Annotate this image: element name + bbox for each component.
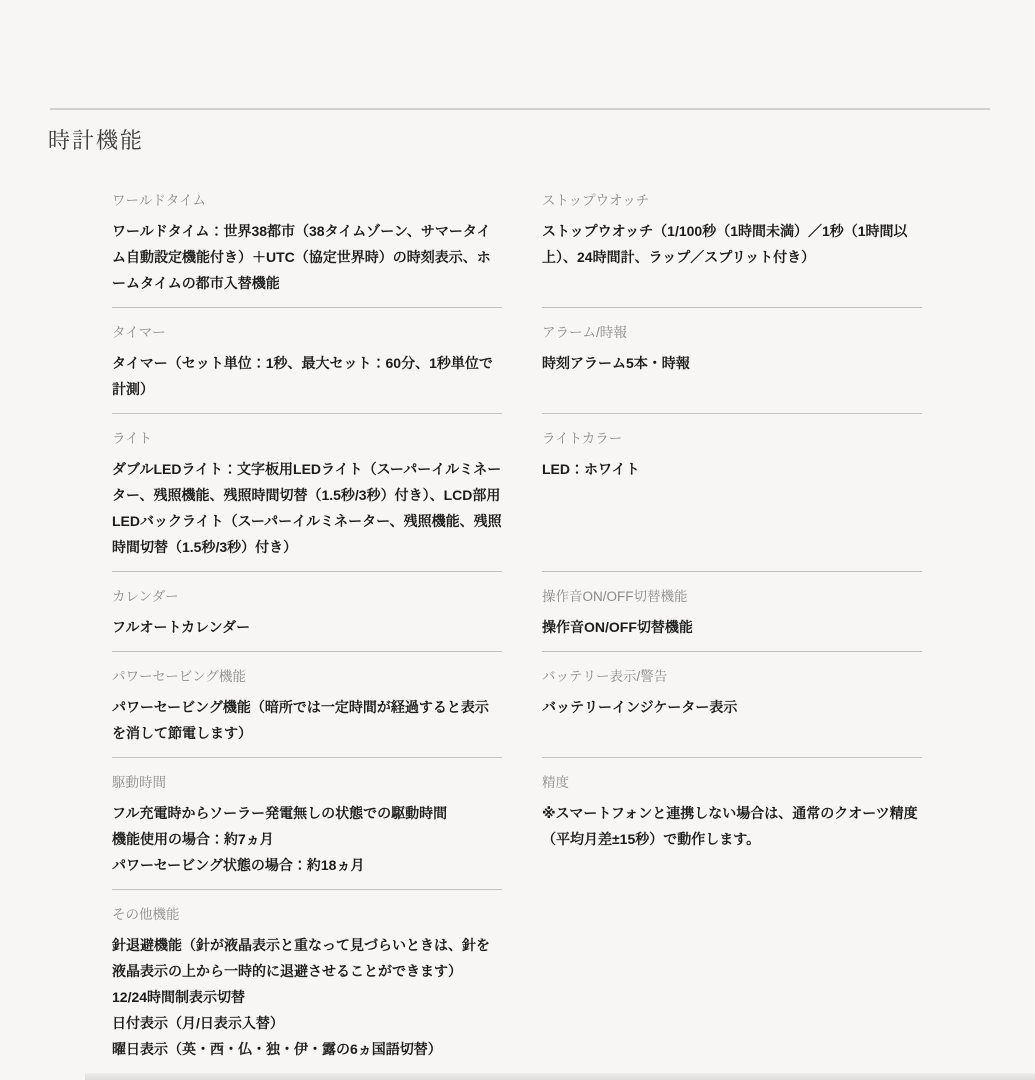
spec-label: アラーム/時報 xyxy=(542,325,627,340)
spec-cell-buttontone xyxy=(542,572,922,652)
spec-label: ストップウオッチ xyxy=(542,193,650,208)
spec-text: 12/24時間制表示切替 xyxy=(112,989,246,1005)
spec-cell-runtime xyxy=(112,758,502,890)
page-title: 時計機能 xyxy=(48,128,145,153)
spec-text: ストップウオッチ（1/100秒（1時間未満）／1秒（1時間以上）、24時間計、ラップ／スプリット付き） xyxy=(542,223,908,265)
spec-label: パワーセービング機能 xyxy=(112,669,246,684)
spec-text: タイマー（セット単位：1秒、最大セット：60分、1秒単位で計測） xyxy=(112,355,493,397)
spec-label: ライトカラー xyxy=(542,431,623,446)
spec-text: フル充電時からソーラー発電無しの状態での駆動時間 xyxy=(112,805,448,821)
spec-cell-otherfunctions xyxy=(112,890,502,1073)
spec-label: カレンダー xyxy=(112,589,179,604)
spec-cell-powersaving xyxy=(112,652,502,758)
spec-label: バッテリー表示/警告 xyxy=(542,669,668,684)
spec-cell-light xyxy=(112,414,502,572)
spec-grid xyxy=(112,176,922,1073)
spec-text: パワーセービング機能（暗所では一定時間が経過すると表示を消して節電します） xyxy=(112,699,489,741)
bottom-edge-shadow xyxy=(85,1073,1035,1080)
spec-text: パワーセービング状態の場合：約18ヵ月 xyxy=(112,857,365,873)
spec-cell-alarm xyxy=(542,308,922,414)
spec-text: フルオートカレンダー xyxy=(112,619,251,635)
spec-label: タイマー xyxy=(112,325,166,340)
spec-label: その他機能 xyxy=(112,907,180,922)
spec-text: 曜日表示（英・西・仏・独・伊・露の6ヵ国語切替） xyxy=(112,1041,442,1057)
spec-text: 操作音ON/OFF切替機能 xyxy=(542,619,693,635)
spec-cell-timer xyxy=(112,308,502,414)
spec-text: 機能使用の場合：約7ヵ月 xyxy=(112,831,274,847)
spec-text: ※スマートフォンと連携しない場合は、通常のクオーツ精度（平均月差±15秒）で動作します。 xyxy=(542,805,918,847)
spec-cell-lightcolor xyxy=(542,414,922,572)
spec-text: LED：ホワイト xyxy=(542,461,640,477)
spec-text: ダブルLEDライト：文字板用LEDライト（スーパーイルミネーター、残照機能、残照時間切替（1.5秒/3秒）付き）、LCD部用LEDバックライト（スーパーイルミネーター、残照機能、残照時間切替（1.5秒/3秒）付き） xyxy=(112,461,502,555)
spec-cell-stopwatch xyxy=(542,176,922,308)
spec-label: ワールドタイム xyxy=(112,193,206,208)
spec-label: 駆動時間 xyxy=(112,775,166,790)
spec-cell-calendar xyxy=(112,572,502,652)
spec-label: 操作音ON/OFF切替機能 xyxy=(542,589,688,604)
spec-cell-worldtime xyxy=(112,176,502,308)
spec-text: ワールドタイム：世界38都市（38タイムゾーン、サマータイム自動設定機能付き）＋UTC（協定世界時）の時刻表示、ホームタイムの都市入替機能 xyxy=(112,223,491,291)
spec-text: 針退避機能（針が液晶表示と重なって見づらいときは、針を液晶表示の上から一時的に退避させることができます） xyxy=(112,937,490,979)
spec-text: 時刻アラーム5本・時報 xyxy=(542,355,690,371)
spec-cell-empty xyxy=(542,890,922,1073)
spec-text: 日付表示（月/日表示入替） xyxy=(112,1015,284,1031)
spec-cell-accuracy xyxy=(542,758,922,890)
spec-text: バッテリーインジケーター表示 xyxy=(542,699,738,715)
spec-cell-battery xyxy=(542,652,922,758)
spec-label: ライト xyxy=(112,431,153,446)
top-divider xyxy=(50,108,990,110)
spec-label: 精度 xyxy=(542,775,569,790)
